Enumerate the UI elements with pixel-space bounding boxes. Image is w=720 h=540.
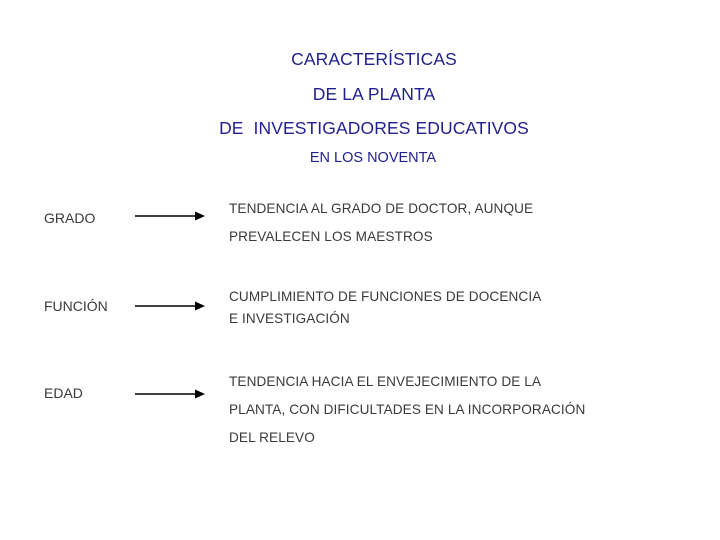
row-label-grado: GRADO (44, 210, 96, 226)
title-line-3: DE INVESTIGADORES EDUCATIVOS (219, 118, 529, 138)
right-arrow-icon (135, 210, 205, 222)
row-description-line: PLANTA, CON DIFICULTADES EN LA INCORPORACIÓN (229, 402, 586, 417)
row-description-funcion (229, 286, 541, 330)
row-description-line: TENDENCIA HACIA EL ENVEJECIMIENTO DE LA (229, 374, 542, 389)
row-description-line: TENDENCIA AL GRADO DE DOCTOR, AUNQUE (229, 201, 534, 216)
right-arrow-icon (135, 388, 205, 400)
row-description-edad (229, 368, 585, 452)
title-line-1: CARACTERÍSTICAS (291, 49, 457, 69)
right-arrow-icon (135, 300, 205, 312)
title-line-2: DE LA PLANTA (312, 84, 436, 104)
row-description-line: DEL RELEVO (229, 430, 315, 445)
row-label-funcion: FUNCIÓN (44, 298, 108, 314)
row-description-line: E INVESTIGACIÓN (229, 311, 350, 326)
row-description-line: CUMPLIMIENTO DE FUNCIONES DE DOCENCIA (229, 289, 542, 304)
row-description-line: PREVALECEN LOS MAESTROS (229, 229, 433, 244)
row-description-grado (229, 195, 533, 251)
subtitle: EN LOS NOVENTA (309, 150, 437, 166)
row-label-edad: EDAD (44, 385, 83, 401)
